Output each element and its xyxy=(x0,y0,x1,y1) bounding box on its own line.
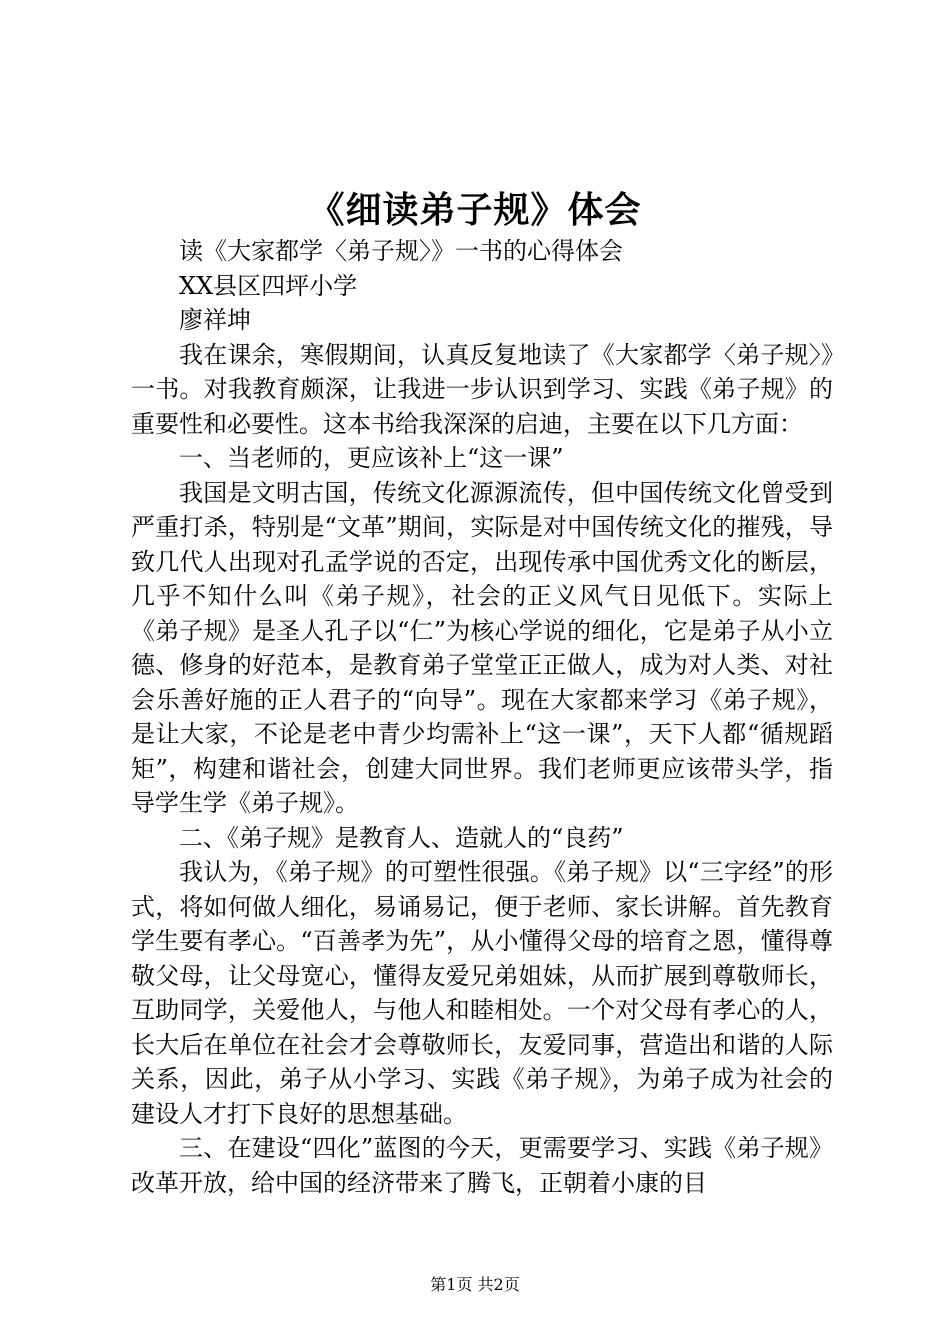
paragraph: 我在课余，寒假期间，认真反复地读了《大家都学〈弟子规〉》一书。对我教育颇深，让我进一步认识到学习、实践《弟子规》的重要性和必要性。这本书给我深深的启迪，主要在以下几方面： xyxy=(131,340,833,438)
paragraph: 我认为，《弟子规》的可塑性很强。《弟子规》以“三字经”的形式，将如何做人细化，易诵易记，便于老师、家长讲解。首先教育学生要有孝心。“百善孝为先”，从小懂得父母的培育之恩，懂得尊敬父母，让父母宽心，懂得友爱兄弟姐妹，从而扩展到尊敬师长，互助同学，关爱他人，与他人和睦相处。一个对父母有孝心的人，长大后在单位在社会才会尊敬师长，友爱同事，营造出和谐的人际关系，因此，弟子从小学习、实践《弟子规》，为弟子成为社会的建设人才打下良好的思想基础。 xyxy=(131,858,833,1128)
school-line: XX县区四坪小学 xyxy=(179,271,358,300)
section-heading: 一、当老师的，更应该补上“这一课” xyxy=(179,444,564,472)
author-line: 廖祥坤 xyxy=(179,306,251,334)
subtitle-line: 读《大家都学〈弟子规〉》一书的心得体会 xyxy=(179,237,623,265)
section-heading: 二、《弟子规》是教育人、造就人的“良药” xyxy=(179,823,624,852)
paragraph: 我国是文明古国，传统文化源源流传，但中国传统文化曾受到严重打杀，特别是“文革”期间，实际是对中国传统文化的摧残，导致几代人出现对孔孟学说的否定，出现传承中国优秀文化的断层，几乎不知什么叫《弟子规》，社会的正义风气日见低下。实际上《弟子规》是圣人孔子以“仁”为核心学说的细化，它是弟子从小立德、修身的好范本，是教育弟子堂堂正正做人，成为对人类、对社会乐善好施的正人君子的“向导”。现在大家都来学习《弟子规》，是让大家，不论是老中青少均需补上“这一课”，天下人都“循规蹈矩”，构建和谐社会，创建大同世界。我们老师更应该带头学，指导学生学《弟子规》。 xyxy=(131,478,833,817)
document-body xyxy=(131,234,833,1200)
section-heading: 三、在建设“四化”蓝图的今天，更需要学习、实践《弟子规》改革开放，给中国的经济带来了腾飞，正朝着小康的目 xyxy=(131,1134,833,1197)
document-title: 《细读弟子规》体会 xyxy=(308,189,642,231)
page-footer: 第1页 共2页 xyxy=(430,1275,520,1294)
